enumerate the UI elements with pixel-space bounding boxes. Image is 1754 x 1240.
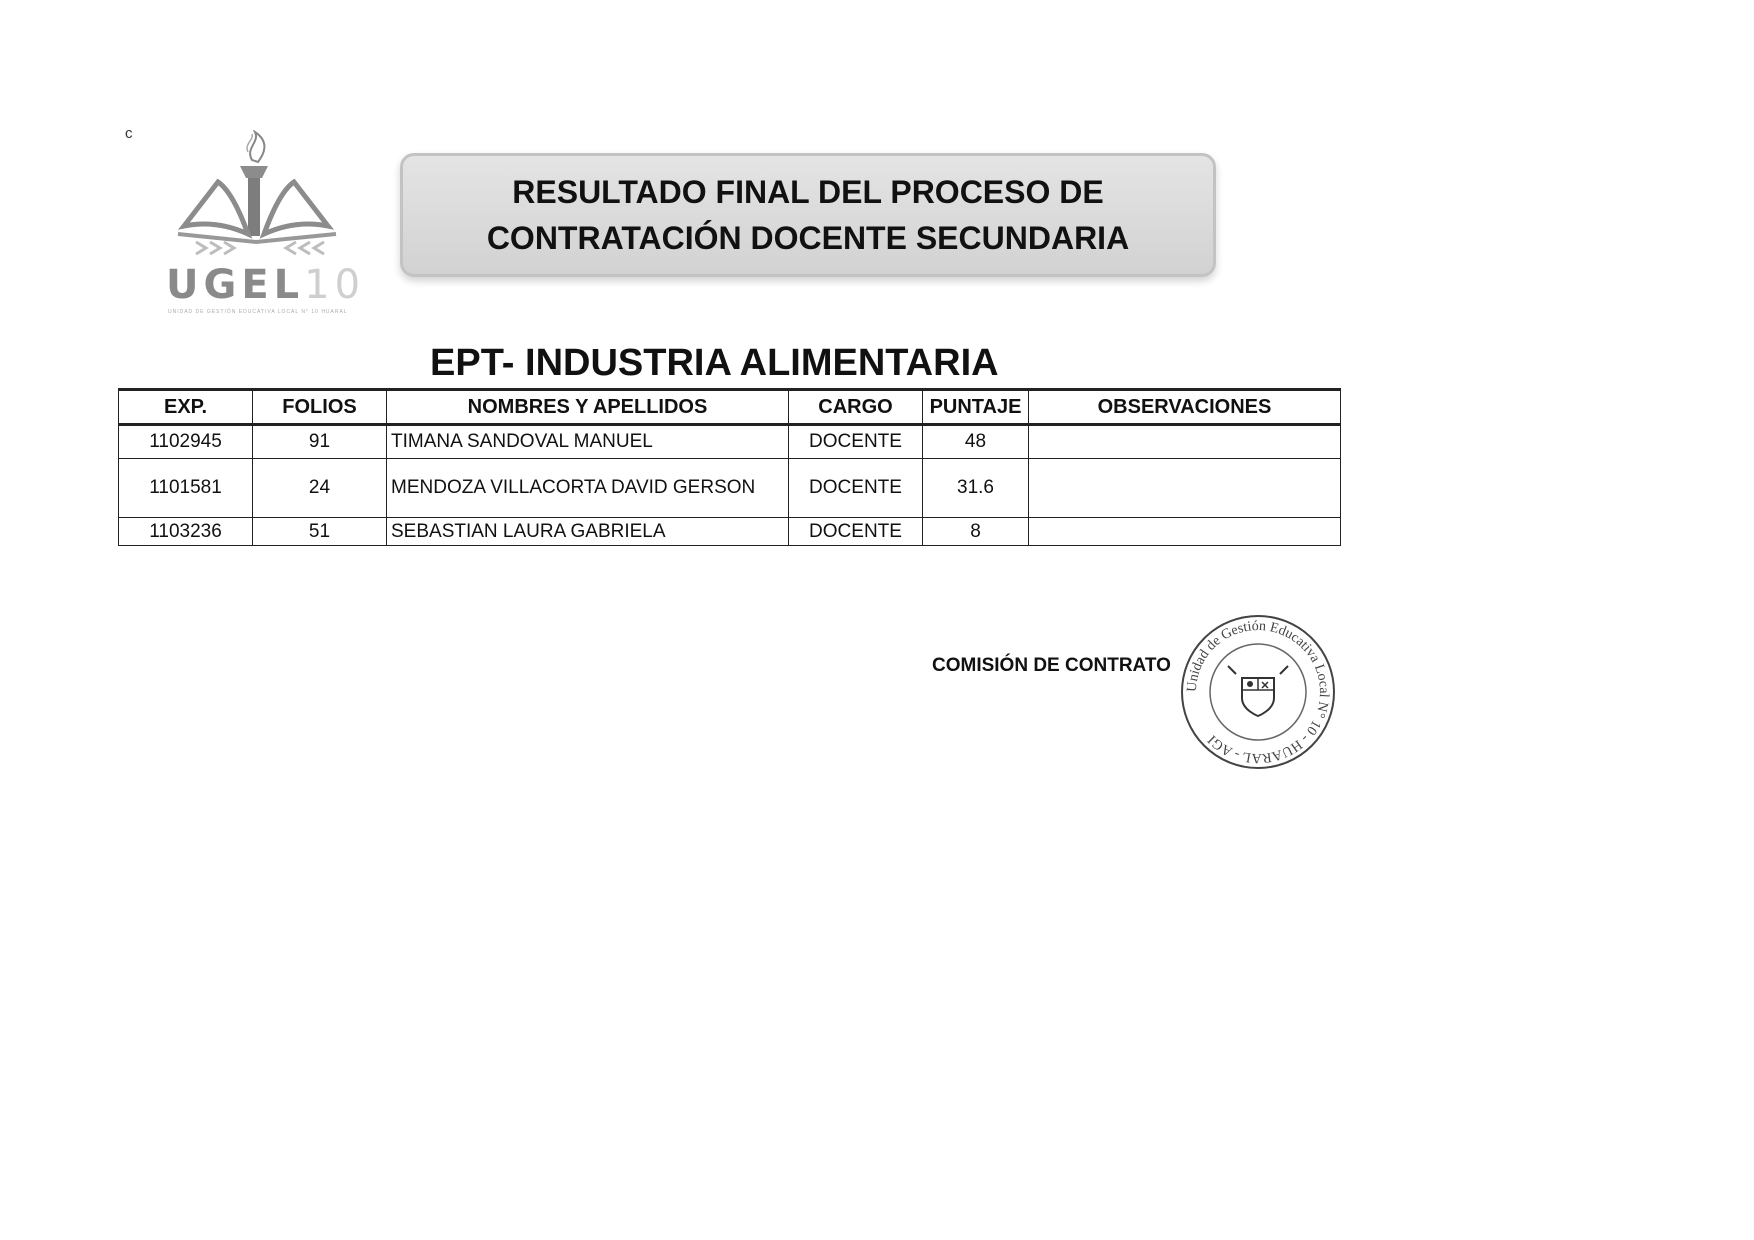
results-table <box>118 388 1341 546</box>
svg-text:Unidad de Gestión Educativa Lo <box>1185 619 1331 765</box>
cell-folios: 91 <box>253 425 387 459</box>
cell-name: MENDOZA VILLACORTA DAVID GERSON <box>387 459 789 518</box>
banner-line-2: CONTRATACIÓN DOCENTE SECUNDARIA <box>486 220 1130 256</box>
section-title: EPT- INDUSTRIA ALIMENTARIA <box>430 342 999 384</box>
cell-cargo: DOCENTE <box>789 459 923 518</box>
banner-line-1: RESULTADO FINAL DEL PROCESO DE <box>512 174 1104 210</box>
cell-name: TIMANA SANDOVAL MANUEL <box>387 425 789 459</box>
header-cargo: CARGO <box>789 390 923 425</box>
cell-exp: 1101581 <box>119 459 253 518</box>
table-row <box>119 518 1341 546</box>
cell-puntaje: 48 <box>923 425 1029 459</box>
commission-label: COMISIÓN DE CONTRATO <box>932 655 1171 676</box>
table-row <box>119 459 1341 518</box>
cell-observaciones <box>1029 518 1341 546</box>
cell-name: SEBASTIAN LAURA GABRIELA <box>387 518 789 546</box>
open-book-torch-icon <box>160 130 360 270</box>
corner-mark: c <box>125 125 133 142</box>
header-folios: FOLIOS <box>253 390 387 425</box>
cell-puntaje: 31.6 <box>923 459 1029 518</box>
logo-wordmark <box>166 262 365 308</box>
header-exp: EXP. <box>119 390 253 425</box>
header-puntaje: PUNTAJE <box>923 390 1029 425</box>
seal-text: Unidad de Gestión Educativa Local N° 10 - HUARAL - AGI <box>1184 618 1332 766</box>
logo-subtitle: UNIDAD DE GESTIÓN EDUCATIVA LOCAL N° 10 HUARAL <box>168 309 348 315</box>
cell-folios: 24 <box>253 459 387 518</box>
cell-observaciones <box>1029 425 1341 459</box>
header-observaciones: OBSERVACIONES <box>1029 390 1341 425</box>
cell-observaciones <box>1029 459 1341 518</box>
logo-number: 10 <box>304 262 366 308</box>
cell-exp: 1103236 <box>119 518 253 546</box>
table-row <box>119 425 1341 459</box>
official-seal <box>1178 612 1338 772</box>
cell-puntaje: 8 <box>923 518 1029 546</box>
table-header-row <box>119 390 1341 425</box>
cell-cargo: DOCENTE <box>789 518 923 546</box>
cell-exp: 1102945 <box>119 425 253 459</box>
seal-stamp-icon <box>1178 612 1338 772</box>
title-banner <box>400 153 1216 277</box>
header-names: NOMBRES Y APELLIDOS <box>387 390 789 425</box>
cell-folios: 51 <box>253 518 387 546</box>
logo-text: UGEL <box>166 262 305 308</box>
cell-cargo: DOCENTE <box>789 425 923 459</box>
